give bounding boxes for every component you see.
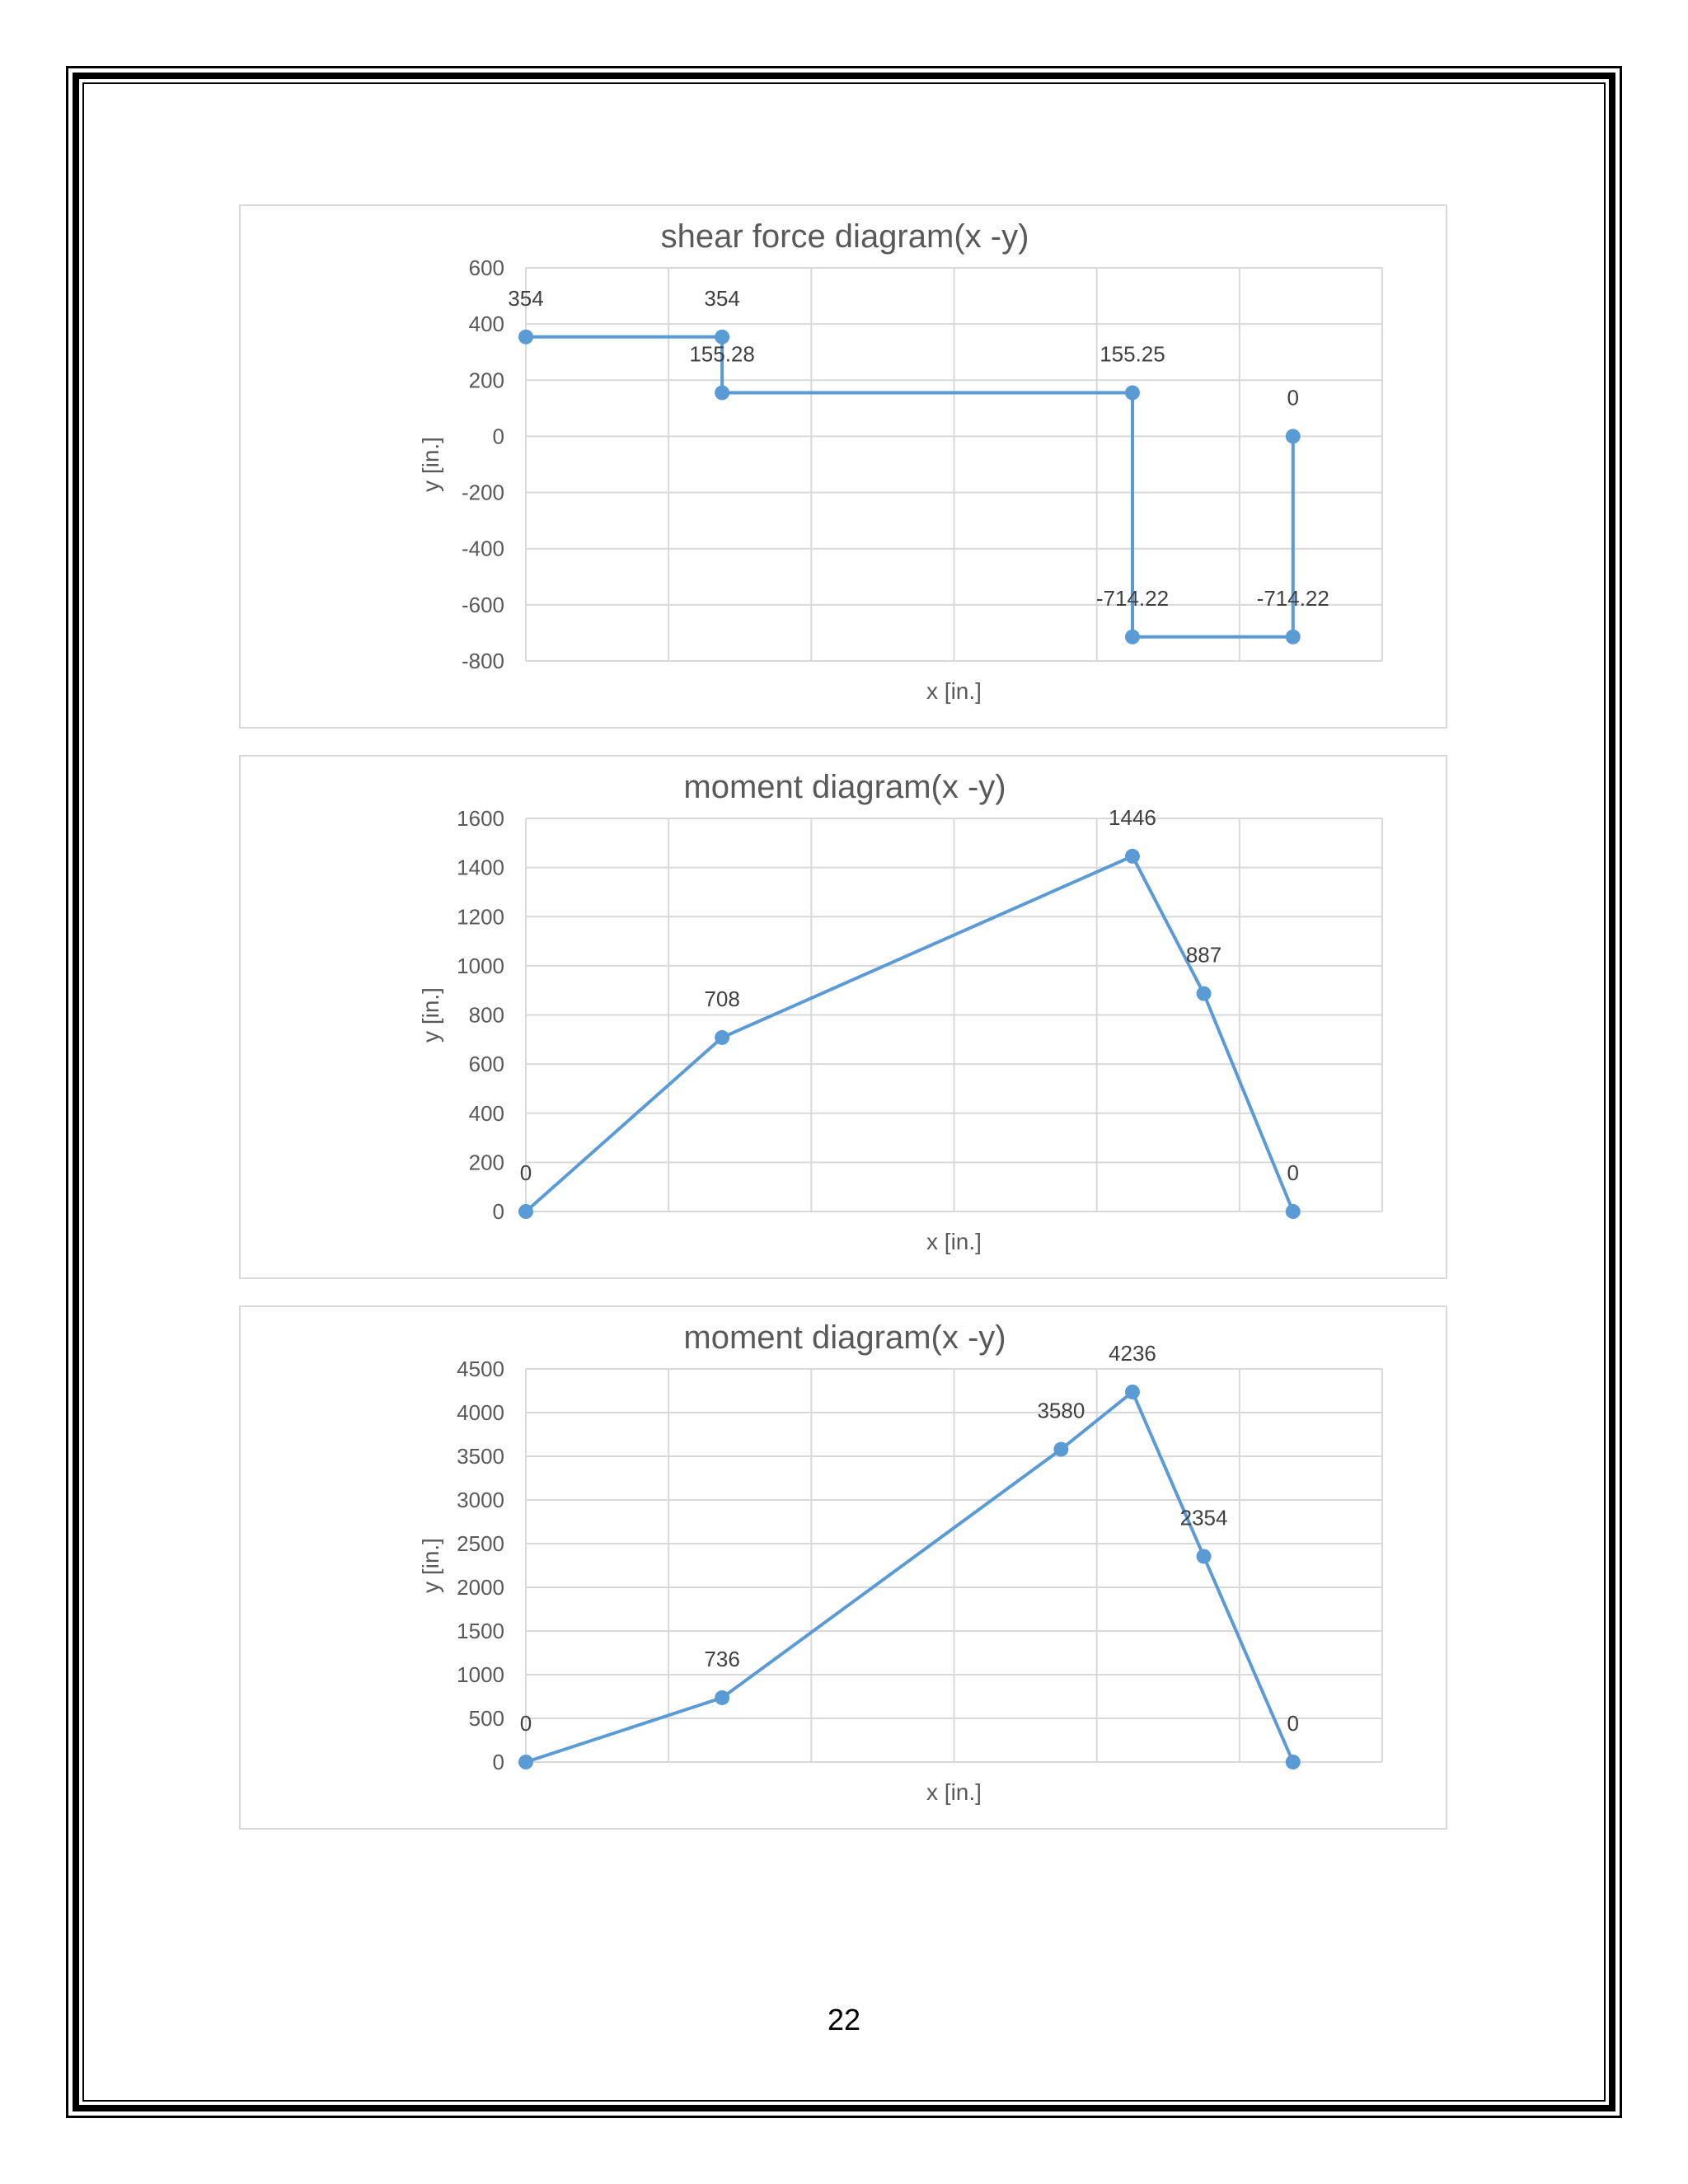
data-label: -714.22	[1256, 585, 1329, 611]
series-line	[526, 856, 1293, 1212]
y-tick-label: 500	[468, 1706, 504, 1731]
x-axis-label: x [in.]	[926, 1229, 982, 1254]
y-tick-label: 200	[468, 1150, 504, 1175]
data-point	[1286, 1204, 1301, 1219]
y-tick-label: 0	[492, 1750, 504, 1774]
y-axis-label: y [in.]	[418, 987, 443, 1043]
y-tick-label: 200	[468, 368, 504, 393]
data-label: 0	[519, 1711, 532, 1736]
page-number: 22	[827, 2003, 861, 2036]
data-label: 736	[704, 1646, 740, 1671]
data-label: 354	[704, 285, 740, 311]
y-tick-label: 1600	[457, 806, 504, 831]
y-tick-label: 400	[468, 312, 504, 337]
data-point	[715, 386, 729, 401]
chart-title: moment diagram(x -y)	[683, 1319, 1006, 1356]
data-point	[518, 1755, 533, 1769]
data-point	[518, 1204, 533, 1219]
data-point	[518, 330, 533, 344]
y-tick-label: -800	[461, 649, 504, 673]
data-label: 354	[508, 285, 544, 311]
y-tick-label: 600	[468, 255, 504, 280]
series-line	[526, 1392, 1293, 1762]
chart-svg	[241, 206, 1449, 730]
shear-force-chart	[239, 204, 1447, 729]
y-tick-label: 1000	[457, 1662, 504, 1687]
y-tick-label: -200	[461, 480, 504, 505]
data-label: 2354	[1179, 1505, 1228, 1530]
y-tick-label: -600	[461, 592, 504, 617]
data-label: 887	[1185, 942, 1222, 968]
data-point	[715, 1690, 729, 1705]
x-axis-label: x [in.]	[926, 678, 982, 704]
data-point	[1125, 630, 1140, 644]
y-tick-label: 2500	[457, 1531, 504, 1556]
chart-svg	[241, 757, 1449, 1281]
data-point	[1125, 1385, 1140, 1399]
y-axis-label: y [in.]	[418, 437, 443, 492]
data-label: -714.22	[1095, 585, 1170, 611]
y-tick-label: 0	[492, 1199, 504, 1224]
y-tick-label: 800	[468, 1002, 504, 1028]
y-tick-label: 2000	[457, 1575, 504, 1600]
y-tick-label: 1500	[457, 1619, 504, 1643]
data-point	[1197, 987, 1212, 1001]
data-label: 3580	[1037, 1398, 1085, 1423]
x-axis-label: x [in.]	[926, 1779, 982, 1805]
chart-svg	[241, 1307, 1449, 1831]
data-point	[1053, 1442, 1068, 1457]
data-point	[1125, 386, 1140, 401]
y-tick-label: 600	[468, 1052, 504, 1077]
data-label: 1446	[1109, 804, 1156, 830]
data-label: 155.25	[1100, 341, 1165, 367]
y-tick-label: 1400	[457, 855, 504, 880]
chart-title: shear force diagram(x -y)	[660, 218, 1029, 255]
data-label: 155.28	[689, 341, 755, 367]
y-tick-label: 400	[468, 1100, 504, 1126]
data-label: 0	[1287, 1711, 1300, 1736]
moment-chart-1	[239, 755, 1447, 1279]
y-tick-label: 4500	[457, 1357, 504, 1381]
y-tick-label: -400	[461, 536, 504, 561]
data-point	[715, 1030, 729, 1045]
y-tick-label: 1200	[457, 904, 504, 930]
y-tick-label: 0	[492, 424, 504, 449]
y-tick-label: 3500	[457, 1444, 504, 1469]
chart-title: moment diagram(x -y)	[683, 769, 1006, 805]
y-tick-label: 1000	[457, 953, 504, 978]
data-point	[1286, 1755, 1301, 1769]
y-tick-label: 3000	[457, 1488, 504, 1512]
data-point	[1125, 849, 1140, 864]
data-label: 0	[519, 1160, 532, 1185]
y-tick-label: 4000	[457, 1400, 504, 1425]
y-axis-label: y [in.]	[418, 1538, 443, 1593]
data-label: 708	[704, 986, 740, 1011]
data-point	[1286, 429, 1301, 443]
data-point	[1286, 630, 1301, 644]
data-label: 0	[1287, 385, 1300, 410]
moment-chart-2	[239, 1305, 1447, 1830]
data-point	[1197, 1549, 1212, 1563]
data-label: 4236	[1109, 1340, 1156, 1366]
data-label: 0	[1287, 1160, 1300, 1185]
series-line	[526, 337, 1293, 637]
